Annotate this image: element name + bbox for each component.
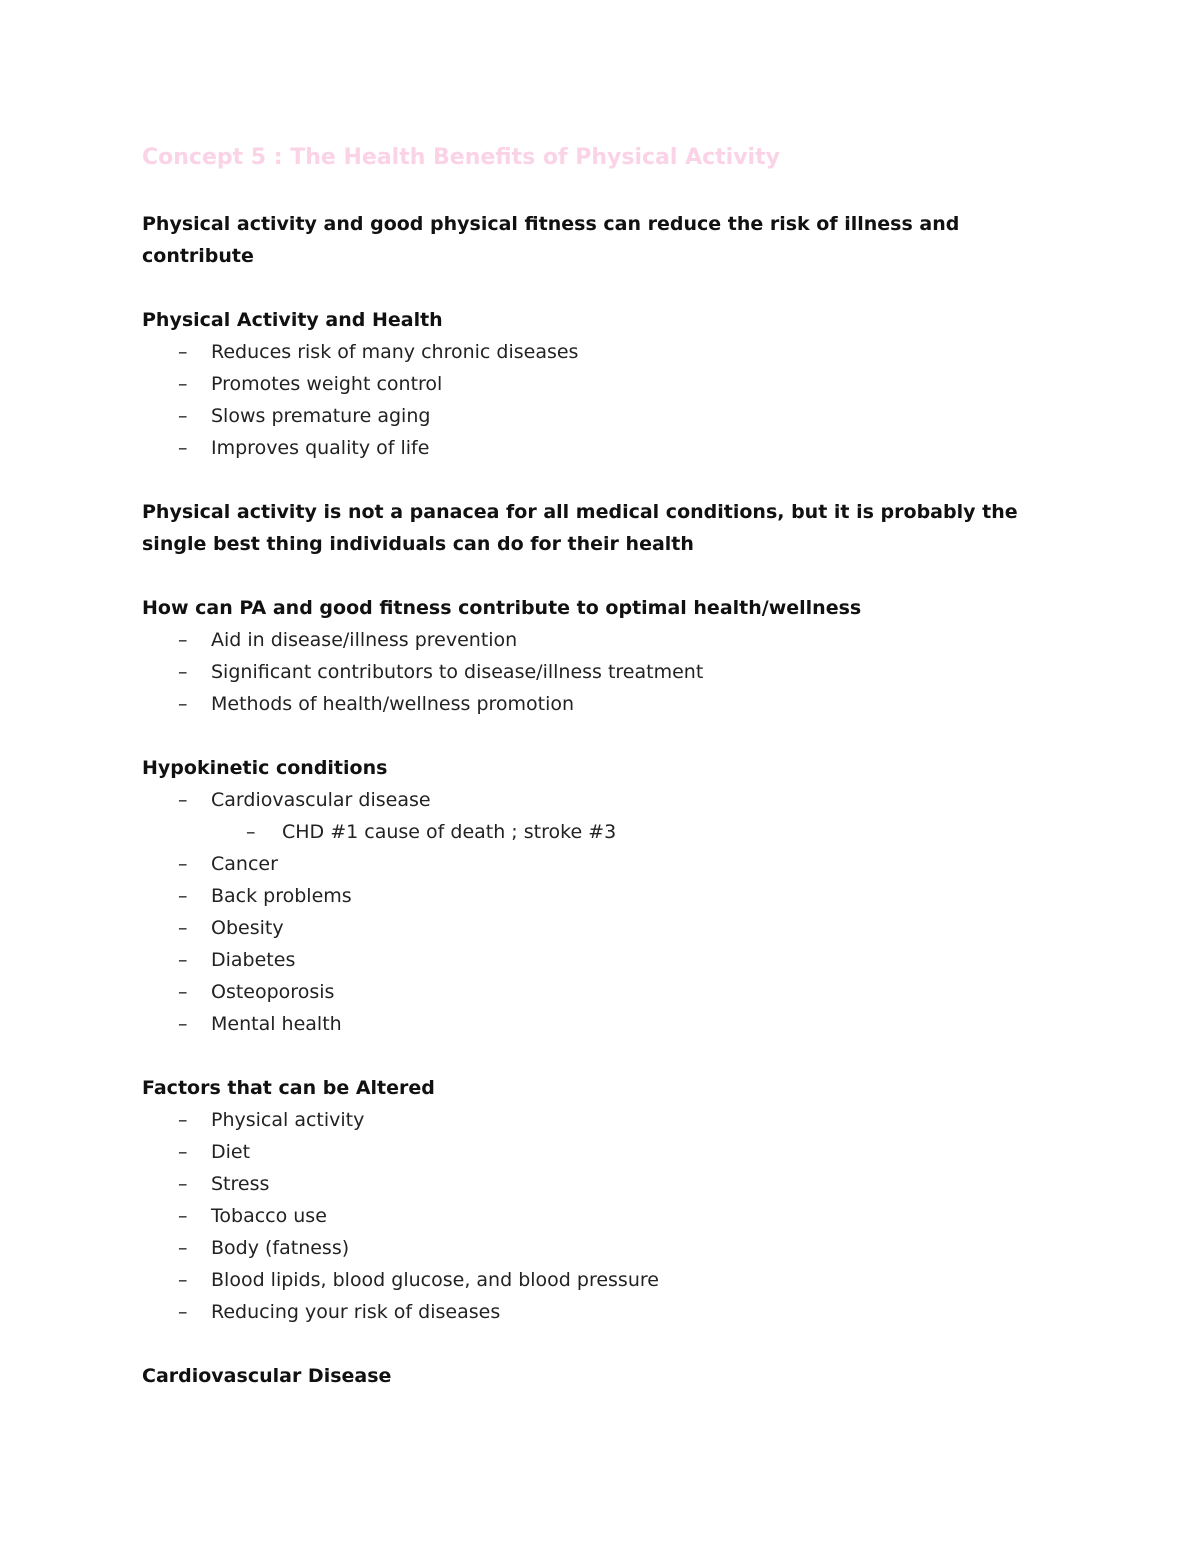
intro-text: Physical activity and good physical fitness can reduce the risk of illness and contribute	[142, 213, 960, 267]
list-item: – Cancer	[142, 848, 1072, 880]
list-item: – Diabetes	[142, 944, 1072, 976]
heading-cardiovascular-disease: Cardiovascular Disease	[142, 1365, 392, 1387]
panacea-text: Physical activity is not a panacea for all medical conditions, but it is probably the single best thing individuals can do for their health	[142, 501, 1018, 555]
list-item: – Reducing your risk of diseases	[142, 1296, 1072, 1328]
list-item: – Methods of health/wellness promotion	[142, 688, 1072, 720]
list-item: – Mental health	[142, 1008, 1072, 1040]
list-item: – Reduces risk of many chronic diseases	[142, 336, 1072, 368]
document-page	[142, 140, 1072, 1392]
heading-physical-activity-and-health: Physical Activity and Health	[142, 309, 443, 331]
heading-optimal-health: How can PA and good fitness contribute to optimal health/wellness	[142, 597, 862, 619]
sub-list-item: – CHD #1 cause of death ; stroke #3	[142, 816, 1072, 848]
list-factors-altered	[142, 1104, 1072, 1328]
spacer	[142, 176, 1072, 208]
list-item: – Osteoporosis	[142, 976, 1072, 1008]
heading-factors-altered: Factors that can be Altered	[142, 1077, 435, 1099]
list-item: – Aid in disease/illness prevention	[142, 624, 1072, 656]
list-item: – Body (fatness)	[142, 1232, 1072, 1264]
list-item: – Tobacco use	[142, 1200, 1072, 1232]
list-item: – Back problems	[142, 880, 1072, 912]
list-hypokinetic-conditions	[142, 784, 1072, 1040]
list-item: – Diet	[142, 1136, 1072, 1168]
list-item: – Promotes weight control	[142, 368, 1072, 400]
spacer	[142, 272, 1072, 304]
list-item: – Physical activity	[142, 1104, 1072, 1136]
list-item: – Obesity	[142, 912, 1072, 944]
list-item: – Blood lipids, blood glucose, and blood pressure	[142, 1264, 1072, 1296]
spacer	[142, 464, 1072, 496]
list-item: – Cardiovascular disease	[142, 784, 1072, 816]
spacer	[142, 1328, 1072, 1360]
list-optimal-health	[142, 624, 1072, 720]
spacer	[142, 720, 1072, 752]
list-item: – Significant contributors to disease/illness treatment	[142, 656, 1072, 688]
spacer	[142, 1040, 1072, 1072]
document-title: Concept 5 : The Health Benefits of Physical Activity	[142, 145, 780, 170]
list-item: – Improves quality of life	[142, 432, 1072, 464]
list-item: – Slows premature aging	[142, 400, 1072, 432]
heading-hypokinetic-conditions: Hypokinetic conditions	[142, 757, 388, 779]
list-physical-activity-and-health	[142, 336, 1072, 464]
list-item: – Stress	[142, 1168, 1072, 1200]
spacer	[142, 560, 1072, 592]
